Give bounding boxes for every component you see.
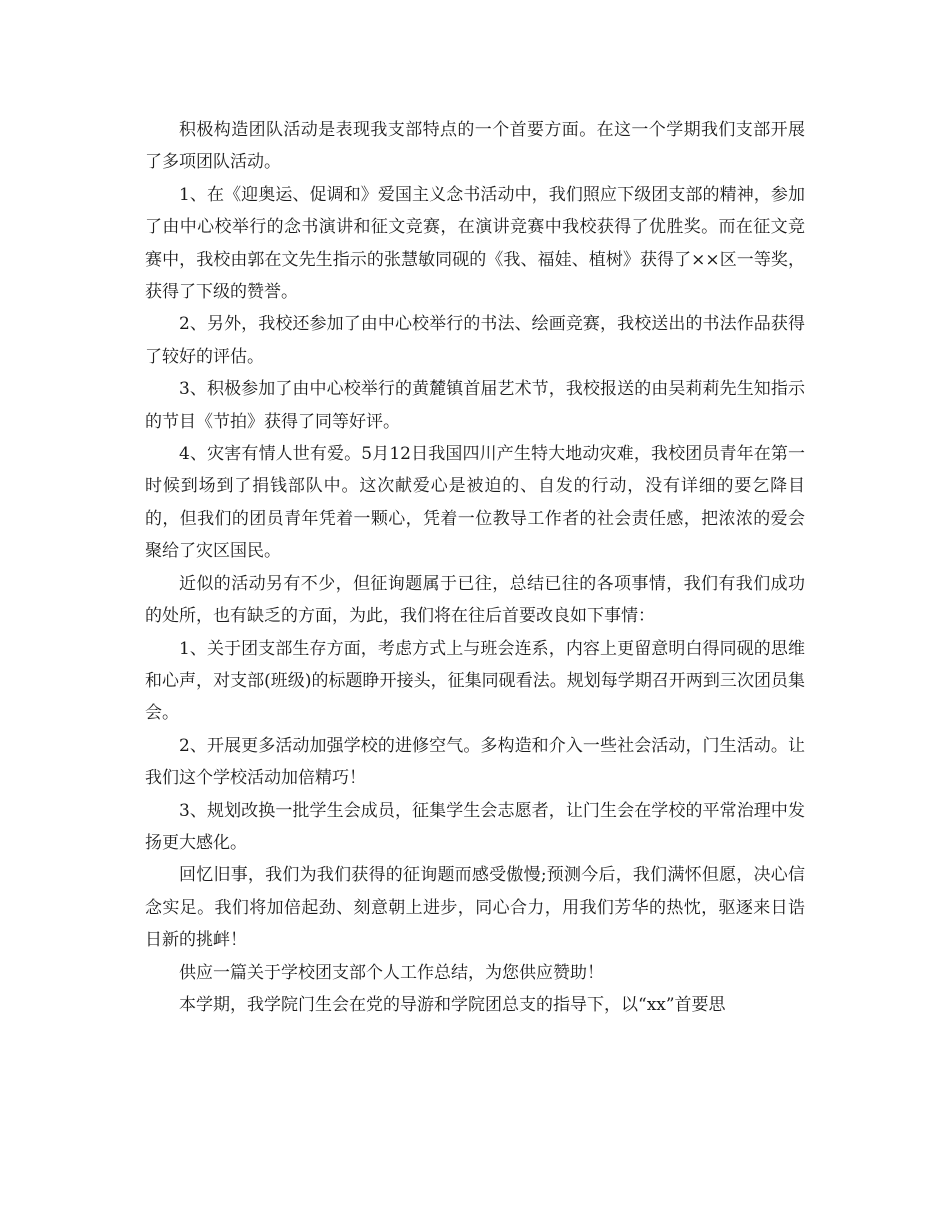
paragraph-item-2: 2、另外，我校还参加了由中心校举行的书法、绘画竞赛，我校送出的书法作品获得了较好的评估。 [145, 314, 805, 367]
paragraph-intro: 积极构造团队活动是表现我支部特点的一个首要方面。在这一个学期我们支部开展了多项团队活动。 [145, 120, 805, 173]
paragraph-next-section: 本学期，我学院门生会在党的导游和学院团总支的指导下，以“xx”首要思 [179, 994, 726, 1015]
paragraph-conclusion: 回忆旧事，我们为我们获得的征询题而感受傲慢;预测今后，我们满怀但愿，决心信念实足。我们将加倍起劲、刻意朝上进步，同心合力，用我们芳华的热忱，驱逐来日诰日新的挑衅！ [145, 865, 805, 951]
paragraph-summary: 近似的活动另有不少，但征询题属于已往，总结已往的各项事情，我们有我们成功的处所，也有缺乏的方面，为此，我们将在往后首要改良如下事情： [145, 573, 805, 627]
paragraph-item-4: 4、灾害有情人世有爱。5月12日我国四川产生特大地动灾难，我校团员青年在第一时候到场到了捐钱部队中。这次献爱心是被迫的、自发的行动，没有详细的要乞降目的，但我们的团员青年凭着一颗心，凭着一位教导工作者的社会责任感，把浓浓的爱会聚给了灾区国民。 [145, 444, 805, 562]
paragraph-offer: 供应一篇关于学校团支部个人工作总结，为您供应赞助！ [179, 962, 604, 983]
paragraph-plan-3: 3、规划改换一批学生会成员，征集学生会志愿者，让门生会在学校的平常治理中发扬更大感化。 [145, 800, 805, 853]
paragraph-item-1: 1、在《迎奥运、促调和》爱国主义念书活动中，我们照应下级团支部的精神，参加了由中心校举行的念书演讲和征文竞赛，在演讲竞赛中我校获得了优胜奖。而在征文竞赛中，我校由郭在文先生指示的张慧敏同砚的《我、福娃、植树》获得了××区一等奖，获得了下级的赞誉。 [145, 184, 805, 303]
paragraph-item-3: 3、积极参加了由中心校举行的黄麓镇首届艺术节，我校报送的由吴莉莉先生知指示的节目《节拍》获得了同等好评。 [145, 379, 805, 432]
paragraph-plan-2: 2、开展更多活动加强学校的进修空气。多构造和介入一些社会活动，门生活动。让我们这个学校活动加倍精巧！ [145, 735, 805, 789]
document-body [145, 114, 805, 1021]
paragraph-plan-1: 1、关于团支部生存方面，考虑方式上与班会连系，内容上更留意明白得同砚的思维和心声，对支部(班级)的标题睁开接头，征集同砚看法。规划每学期召开两到三次团员集会。 [145, 638, 805, 724]
